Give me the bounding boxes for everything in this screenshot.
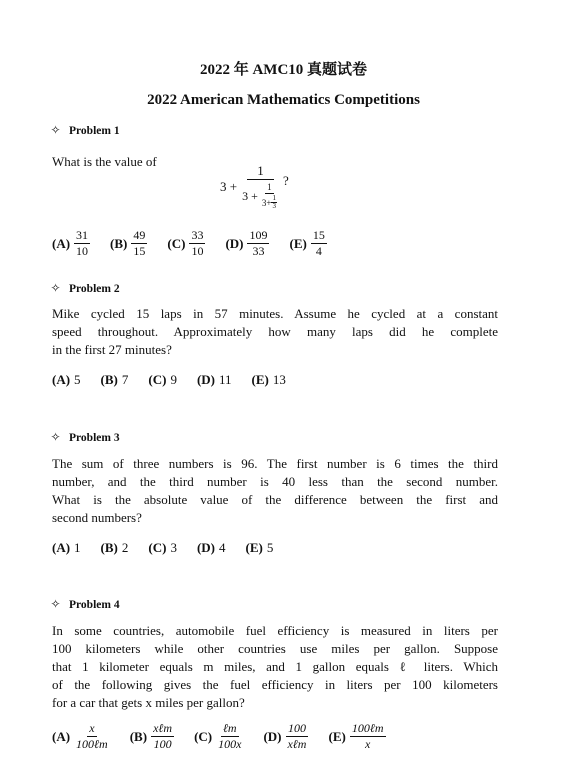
page-title-cn: 2022 年 AMC10 真题试卷 [199,62,368,78]
problem-3-text [52,455,498,527]
problem-3-line: What is the absolute value of the difference between the first and [52,492,498,507]
problem-2-heading [50,281,120,296]
diamond-star-icon: ✧ [50,597,61,611]
problem-4-title: Problem 4 [69,598,120,611]
cf-third-den: 3 [272,202,276,210]
choice-c[interactable]: (C) $\frac{33}{10}$ [167,228,204,258]
problem-2-choices [52,372,306,388]
problem-3-line: second numbers? [52,510,142,525]
problem-3-choices [52,540,293,556]
cf-one: 1 [247,164,274,180]
problem-4-line: 100 kilometers while other countries use miles per gallon. Suppose [52,641,498,656]
cf-three-plus: 3 + [242,188,258,203]
choice-e[interactable]: (E) $\frac{15}{4}$ [289,228,325,258]
choice-b[interactable]: (B) 7 [100,372,129,387]
problem-3-heading [50,430,120,445]
problem-2-line: in the first 27 minutes? [52,342,172,357]
problem-2-line: Mike cycled 15 laps in 57 minutes. Assume he cycled at a constant [52,306,498,321]
problem-4-line: for a car that gets x miles per gallon? [52,695,245,710]
problem-2-title: Problem 2 [69,282,120,295]
cf-three-plus-small: 3+ [261,197,272,208]
choice-d[interactable]: (D) $\frac{100}{\text{xℓm}}$ [263,721,307,751]
problem-4-line: of the following gives the fuel efficiency in liters per 100 kilometers [52,677,498,692]
choice-d[interactable]: (D) 11 [196,372,232,387]
diamond-star-icon: ✧ [50,281,61,295]
choice-b[interactable]: (B) 2 [100,540,129,555]
problem-1-heading [50,123,120,138]
choice-a[interactable]: (A) $\frac{x}{\text{100ℓm}}$ [52,721,108,751]
problem-1-choices [52,229,347,258]
cf-inner-one: 1 [267,182,272,192]
choice-e[interactable]: (E) $\frac{\text{100ℓm}}{x}$ [328,721,384,751]
choice-b[interactable]: (B) $\frac{49}{15}$ [110,228,146,258]
problem-4-line: In some countries, automobile fuel efficiency is measured in liters per [52,623,498,638]
choice-c[interactable]: (C) $\frac{\text{ℓm}}{100x}$ [194,721,242,751]
choice-e[interactable]: (E) 5 [245,540,274,555]
choice-d[interactable]: (D) 4 [196,540,226,555]
continued-fraction [220,164,289,210]
cf-third-num: 1 [272,194,276,202]
cf-lead: 3 + [220,179,238,194]
problem-1-line: What is the value of [52,154,157,169]
diamond-star-icon: ✧ [50,430,61,444]
choice-b[interactable]: (B) $\frac{\text{xℓm}}{100}$ [129,721,173,751]
choice-c[interactable]: (C) 3 [148,540,177,555]
problem-3-line: The sum of three numbers is 96. The first number is 6 times the third [52,456,498,471]
choice-e[interactable]: (E) 13 [251,372,286,387]
problem-4-text [52,622,498,712]
choice-d[interactable]: (D) $\frac{109}{33}$ [225,228,268,258]
page-title-en: 2022 American Mathematics Competitions [147,92,420,108]
choice-a[interactable]: (A) 5 [52,372,81,387]
problem-2-text [52,305,498,359]
choice-a[interactable]: (A) 1 [52,540,81,555]
choice-c[interactable]: (C) 9 [148,372,177,387]
problem-4-heading [50,597,120,612]
problem-4-line: that 1 kilometer equals m miles, and 1 gallon equals ℓ liters. Which [52,659,498,674]
choice-a[interactable]: (A) $\frac{31}{10}$ [52,228,89,258]
cf-qmark: ? [282,173,289,188]
problem-1-title: Problem 1 [69,124,120,137]
problem-2-line: speed throughout. Approximately how many laps did he complete [52,324,498,339]
problem-4-choices [52,722,406,751]
diamond-star-icon: ✧ [50,123,61,137]
problem-3-line: number, and the third number is 40 less than the second number. [52,474,498,489]
problem-3-title: Problem 3 [69,431,120,444]
